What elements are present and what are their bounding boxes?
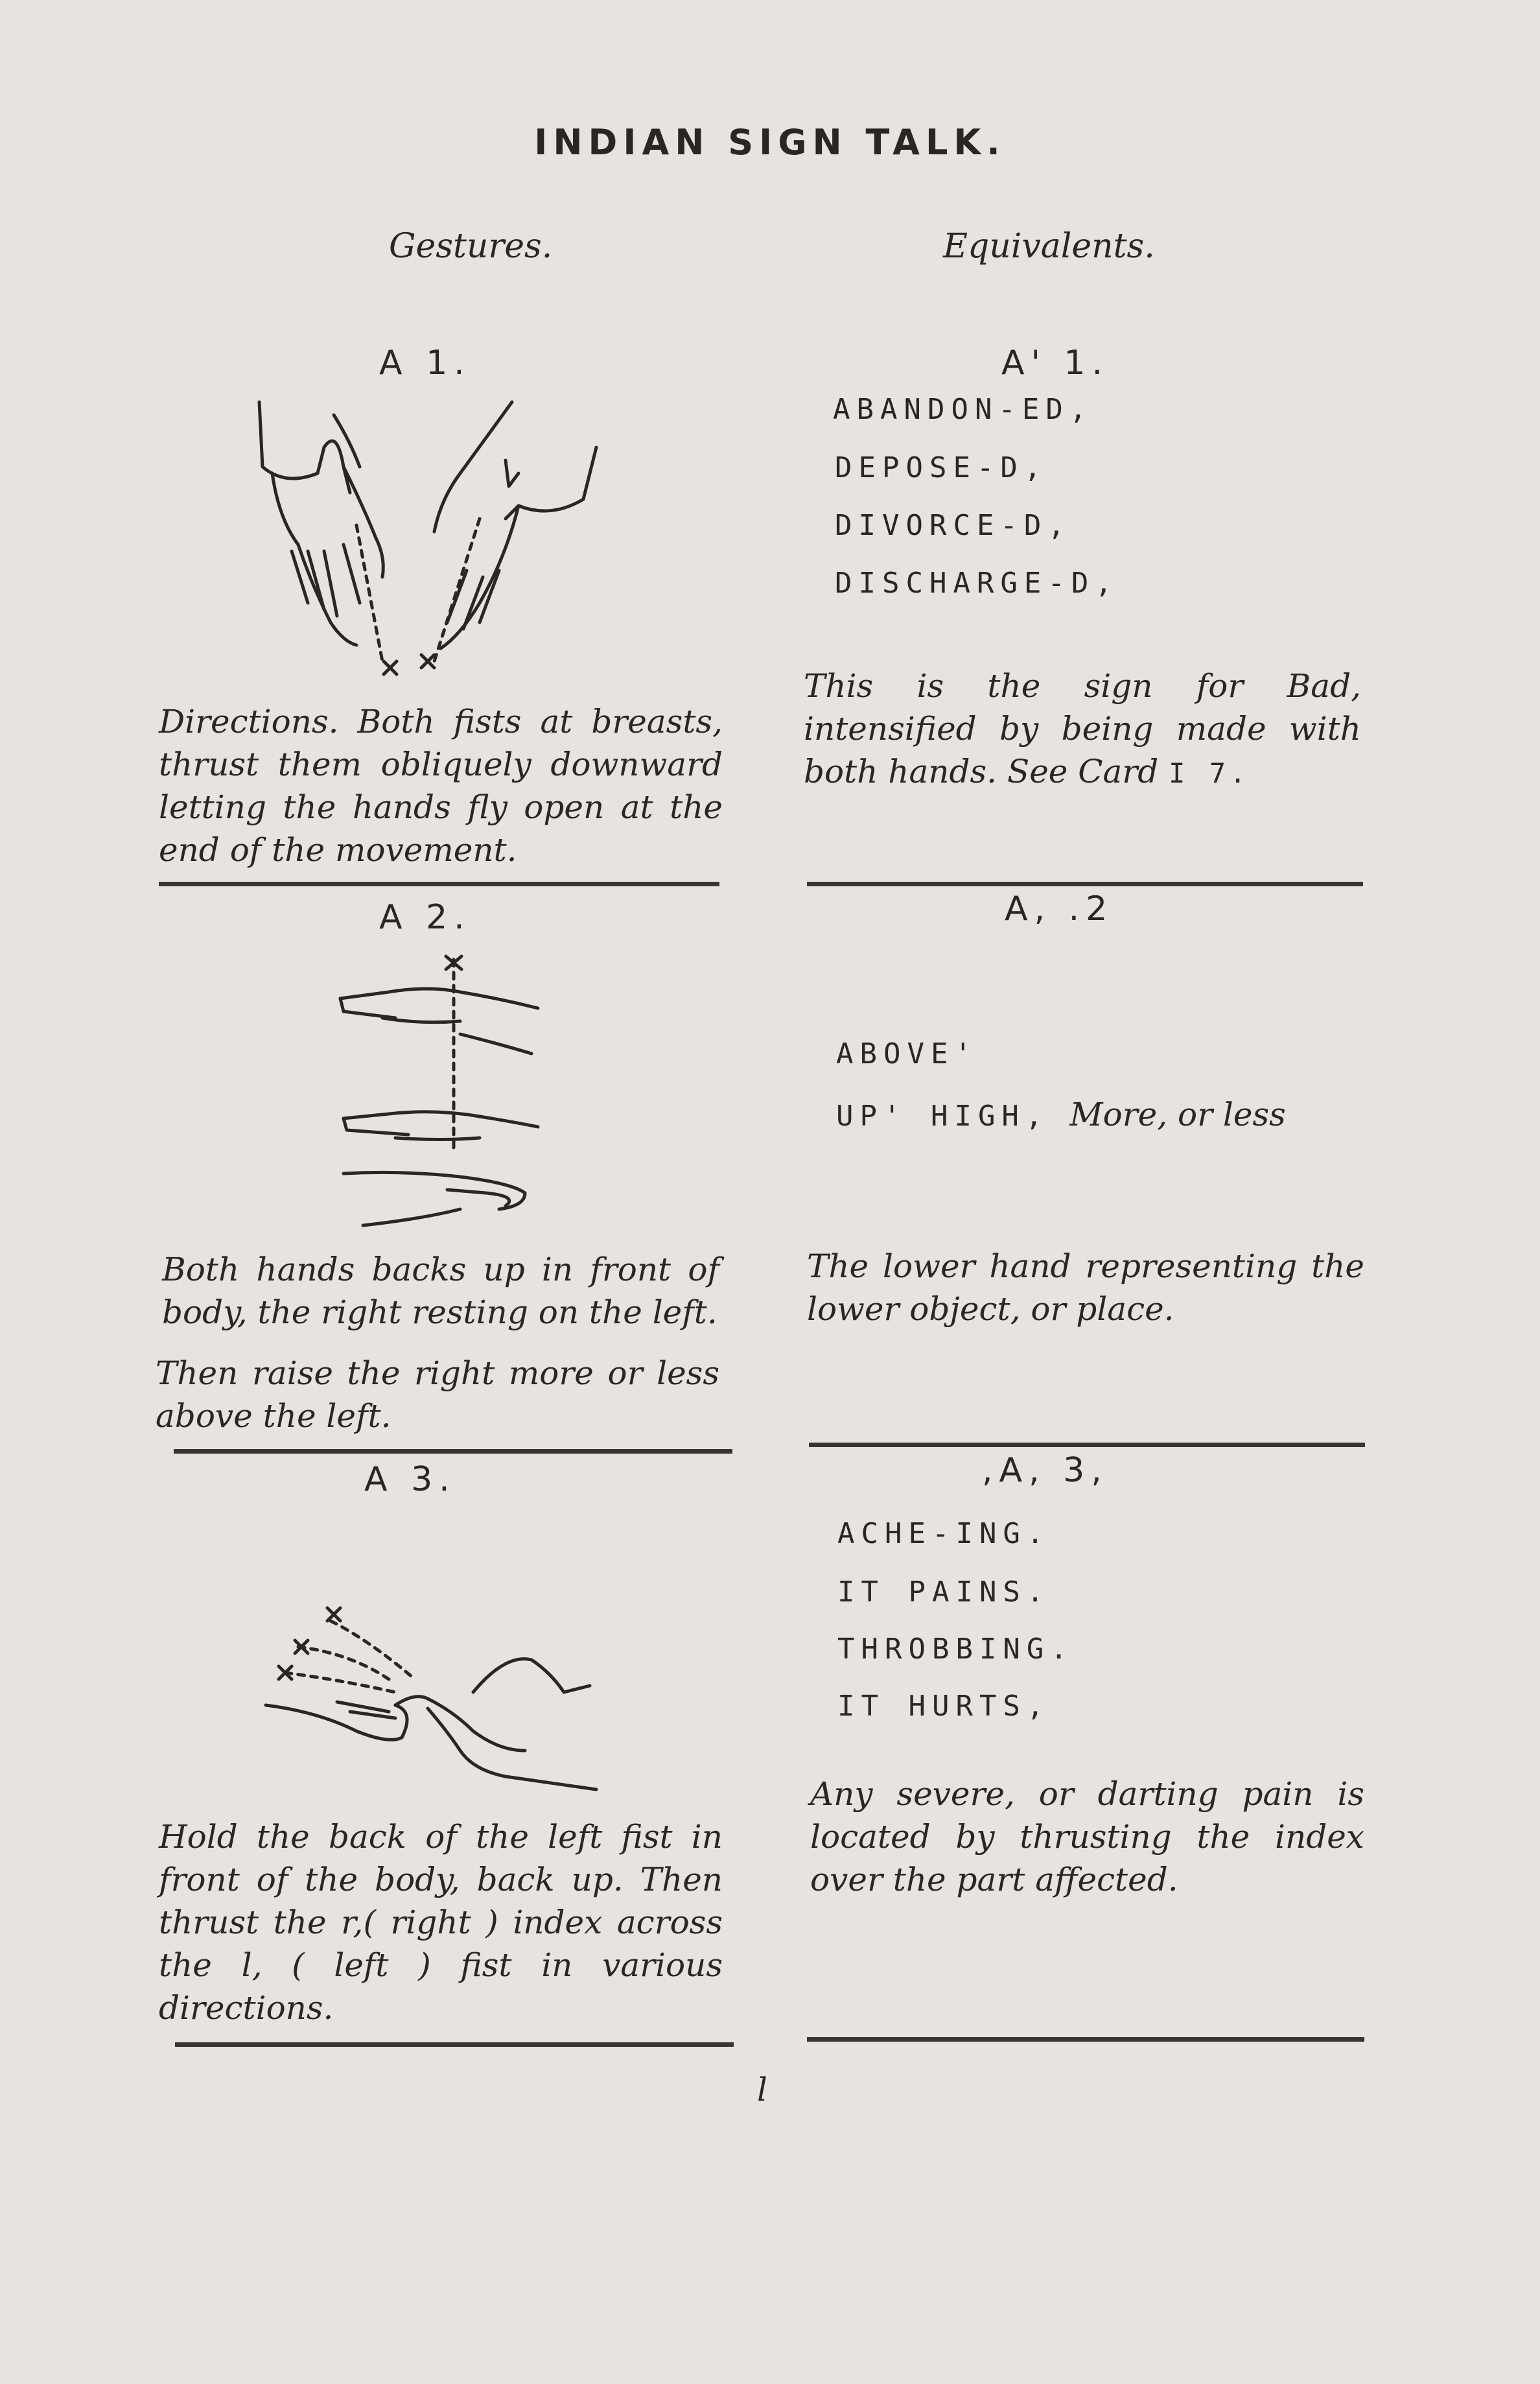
index-across-fist-illustration bbox=[259, 1582, 648, 1802]
equivalents-column-heading: Equivalents. bbox=[943, 227, 1155, 266]
equiv-note-a1: This is the sign for Bad, intensified by being made with both hands. See Card I 7. bbox=[804, 667, 1361, 790]
equiv-word: IT PAINS. bbox=[837, 1576, 1051, 1609]
equiv-word: DISCHARGE-D, bbox=[835, 567, 1119, 600]
gesture-directions-a3: Hold the back of the left fist in front of the body, back up. Then thrust the r,( right ) index across the l, ( left ) fist in various directions. bbox=[159, 1818, 723, 2027]
equiv-code-a2: A, .2 bbox=[1005, 890, 1114, 928]
gesture-code-a1: A 1. bbox=[379, 344, 471, 383]
divider bbox=[174, 1449, 732, 1454]
equiv-code-a3: ,A, 3, bbox=[982, 1451, 1108, 1490]
equiv-word: ACHE-ING. bbox=[837, 1517, 1051, 1550]
divider bbox=[807, 2037, 1364, 2042]
equiv-note-a2: The lower hand representing the lower object, or place. bbox=[807, 1247, 1364, 1328]
equiv-word: ABANDON-ED, bbox=[833, 393, 1093, 426]
equiv-line-up-high bbox=[836, 1093, 1286, 1136]
equiv-word: UP' HIGH, bbox=[836, 1100, 1049, 1133]
equiv-word: DIVORCE-D, bbox=[835, 509, 1071, 542]
page-title: INDIAN SIGN TALK. bbox=[534, 122, 1006, 163]
equiv-word: IT HURTS, bbox=[837, 1690, 1051, 1723]
page-number: l bbox=[757, 2071, 767, 2108]
gesture-directions-a2-cont: Then raise the right more or less above the left. bbox=[156, 1354, 719, 1435]
card-reference: I 7. bbox=[1169, 757, 1250, 789]
equiv-word: DEPOSE-D, bbox=[835, 451, 1048, 484]
gestures-column-heading: Gestures. bbox=[389, 227, 553, 266]
divider bbox=[809, 1443, 1365, 1447]
divider bbox=[807, 882, 1363, 886]
divider bbox=[159, 882, 719, 886]
equiv-word: THROBBING. bbox=[837, 1633, 1074, 1666]
equiv-code-a1: A' 1. bbox=[1001, 344, 1110, 383]
gesture-directions-a1: Directions. Both fists at breasts, thrust them obliquely downward letting the hands fly open at the end of the movement. bbox=[159, 703, 723, 869]
divider bbox=[175, 2042, 734, 2047]
gesture-code-a3: A 3. bbox=[364, 1460, 456, 1499]
gesture-directions-a2: Both hands backs up in front of body, the right resting on the left. bbox=[162, 1251, 719, 1331]
hands-above-illustration bbox=[331, 947, 551, 1232]
equiv-more-or-less: More, or less bbox=[1069, 1096, 1286, 1133]
two-hands-thrusting-illustration bbox=[246, 389, 609, 687]
equiv-word: ABOVE' bbox=[836, 1037, 978, 1070]
gesture-code-a2: A 2. bbox=[379, 898, 471, 937]
equiv-note-a3: Any severe, or darting pain is located by thrusting the index over the part affected. bbox=[810, 1775, 1364, 1898]
